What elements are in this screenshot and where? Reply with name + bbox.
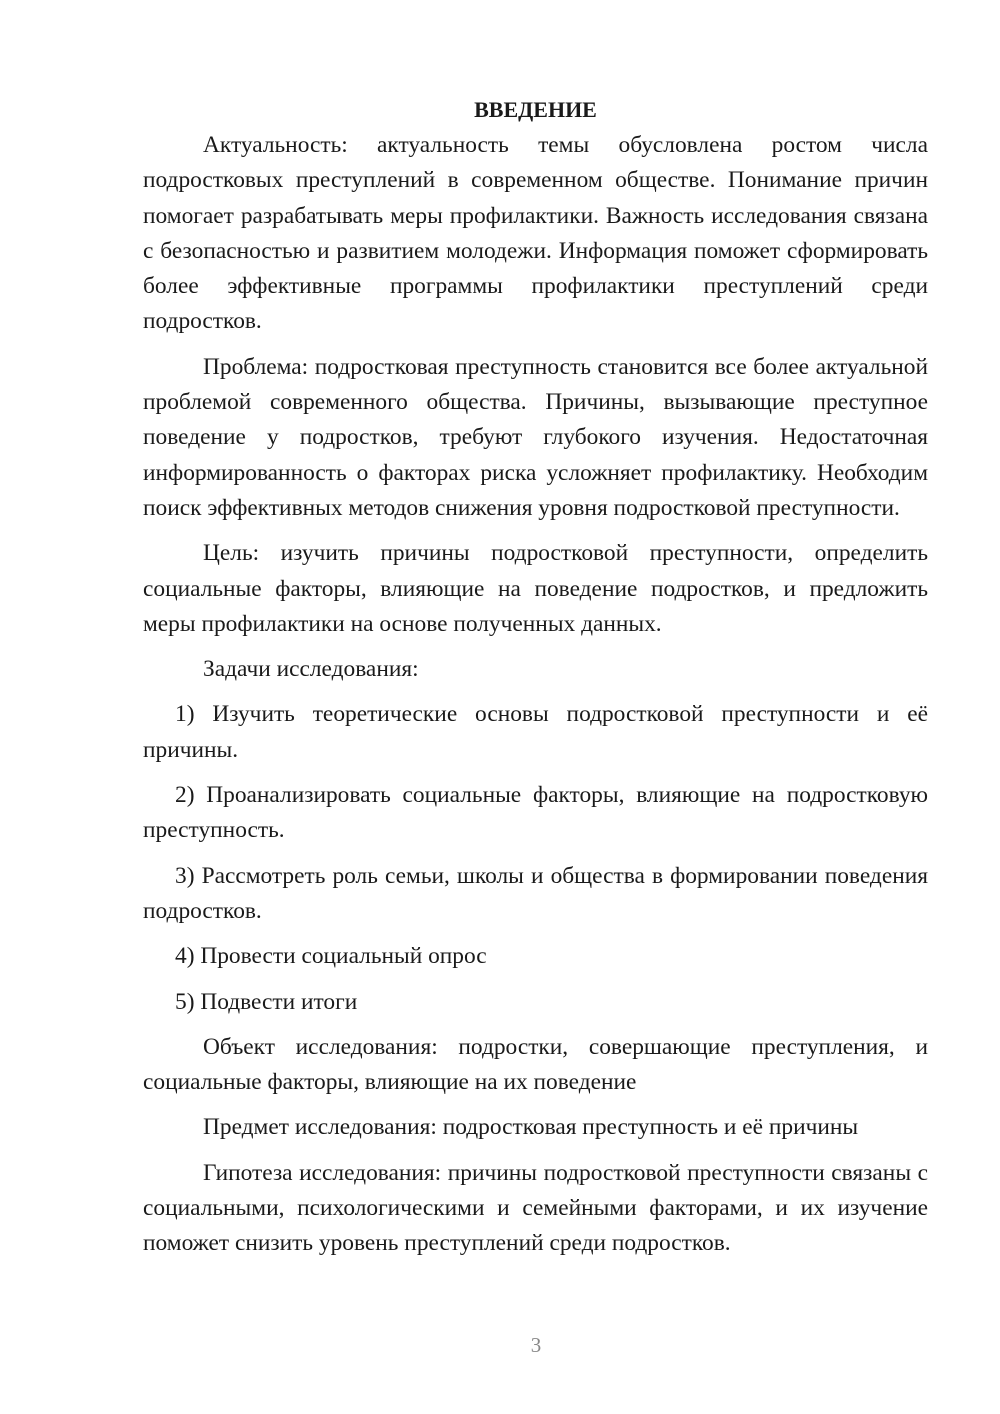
page-title: ВВЕДЕНИЕ [474, 97, 597, 122]
paragraph-hypothesis: Гипотеза исследования: причины подростковой преступности связаны с социальными, психологическими и семейными факторами, и их изучение поможет снизить уровень преступлений среди подростков. [143, 1159, 928, 1257]
paragraph-goal: Цель: изучить причины подростковой преступности, определить социальные факторы, влияющие на поведение подростков, и предложить меры профилактики на основе полученных данных. [143, 540, 928, 637]
task-item-2: 2) Проанализировать социальные факторы, влияющие на подростковую преступность. [143, 782, 928, 844]
task-item-1: 1) Изучить теоретические основы подростковой преступности и её причины. [143, 701, 928, 763]
paragraph-tasks-heading: Задачи исследования: [203, 656, 419, 683]
document-body [143, 92, 928, 1272]
paragraph-problem: Проблема: подростковая преступность становится все более актуальной проблемой современного общества. Причины, вызывающие преступное поведение у подростков, требуют глубокого изучения. Недостаточная информированность о факторах риска усложняет профилактику. Необходим поиск эффективных методов снижения уровня подростковой преступности. [143, 353, 928, 521]
task-item-4: 4) Провести социальный опрос [175, 943, 487, 970]
task-item-3: 3) Рассмотреть роль семьи, школы и общества в формировании поведения подростков. [143, 862, 928, 924]
task-item-5: 5) Подвести итоги [175, 988, 358, 1015]
page-number: 3 [530, 1333, 542, 1357]
paragraph-relevance: Актуальность: актуальность темы обусловлена ростом числа подростковых преступлений в современном обществе. Понимание причин помогает разрабатывать меры профилактики. Важность исследования связана с безопасностью и развитием молодежи. Информация поможет сформировать более эффективные программы профилактики преступлений среди подростков. [143, 132, 928, 335]
paragraph-object: Объект исследования: подростки, совершающие преступления, и социальные факторы, влияющие на их поведение [143, 1033, 928, 1096]
paragraph-subject: Предмет исследования: подростковая преступность и её причины [203, 1114, 859, 1141]
